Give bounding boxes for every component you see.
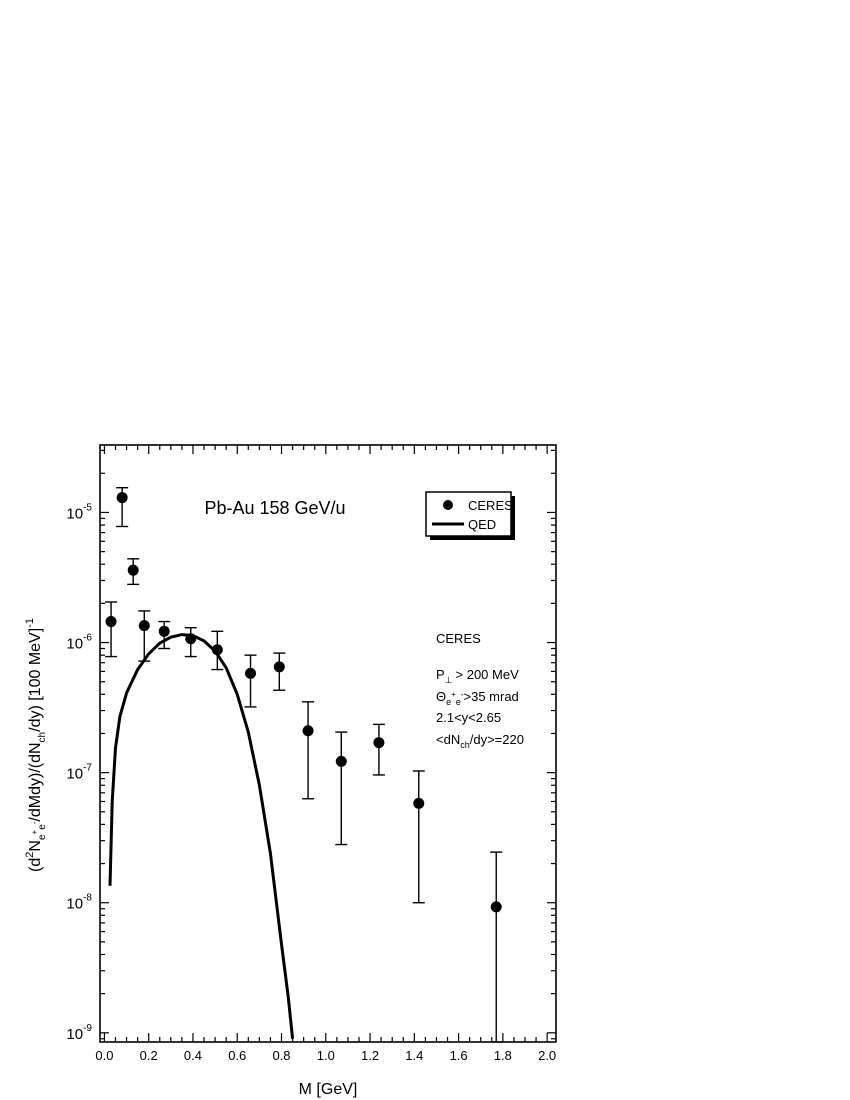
y-tick-label: $10^{-6}$ — [66, 632, 92, 653]
chart-title: Pb-Au 158 GeV/u — [204, 498, 346, 518]
y-tick-label: $10^{-7}$ — [66, 762, 92, 783]
x-tick-label: 0.0 — [95, 1048, 114, 1063]
x-tick-label: 2.0 — [538, 1048, 557, 1063]
legend — [426, 492, 515, 540]
data-point — [106, 616, 117, 627]
x-tick-label: 0.6 — [228, 1048, 247, 1063]
x-tick-label: 1.6 — [449, 1048, 468, 1063]
data-point — [139, 620, 150, 631]
data-point — [212, 644, 223, 655]
data-point — [413, 798, 424, 809]
x-tick-label: 0.2 — [139, 1048, 158, 1063]
series-line-qed — [110, 635, 293, 1039]
x-tick-label: 1.8 — [493, 1048, 512, 1063]
data-point — [245, 668, 256, 679]
legend-marker-ceres — [443, 500, 453, 510]
annotation-rapidity: 2.1<y<2.65 — [436, 710, 502, 725]
data-point — [128, 565, 139, 576]
legend-label-ceres: CERES — [468, 498, 513, 513]
annotation-pt-cut: $P_\perp > 200$ MeV — [436, 667, 519, 685]
x-tick-label: 1.0 — [316, 1048, 335, 1063]
legend-label-qed: QED — [468, 517, 497, 532]
data-point — [185, 633, 196, 644]
y-tick-labels — [66, 502, 92, 1042]
y-tick-label: $10^{-8}$ — [66, 892, 92, 913]
data-point — [336, 756, 347, 767]
annotation-title: CERES — [436, 631, 481, 646]
x-tick-labels — [95, 1048, 556, 1063]
annotation — [436, 631, 524, 750]
x-axis-label: M [GeV] — [298, 1081, 358, 1098]
x-tick-label: 0.8 — [272, 1048, 291, 1063]
y-axis-label: $(d^2N_e^+_e^-/dMdy)/(dN_{ch}/dy)$ [100 MeV]$^{-1}$ — [24, 618, 48, 872]
data-point — [373, 737, 384, 748]
data-point — [303, 725, 314, 736]
data-point — [491, 901, 502, 912]
x-tick-label: 1.2 — [361, 1048, 380, 1063]
y-tick-label: $10^{-9}$ — [66, 1022, 92, 1043]
annotation-angle-cut: $\Theta_e^+_e^->35$ mrad — [436, 689, 519, 707]
x-tick-label: 1.4 — [405, 1048, 424, 1063]
x-tick-label: 0.4 — [183, 1048, 203, 1063]
data-point — [117, 492, 128, 503]
series-ceres — [105, 488, 502, 1042]
data-point — [159, 626, 170, 637]
y-tick-label: $10^{-5}$ — [66, 502, 92, 523]
data-point — [274, 661, 285, 672]
annotation-multiplicity: $<dN_{ch}/dy>=220$ — [436, 732, 524, 750]
